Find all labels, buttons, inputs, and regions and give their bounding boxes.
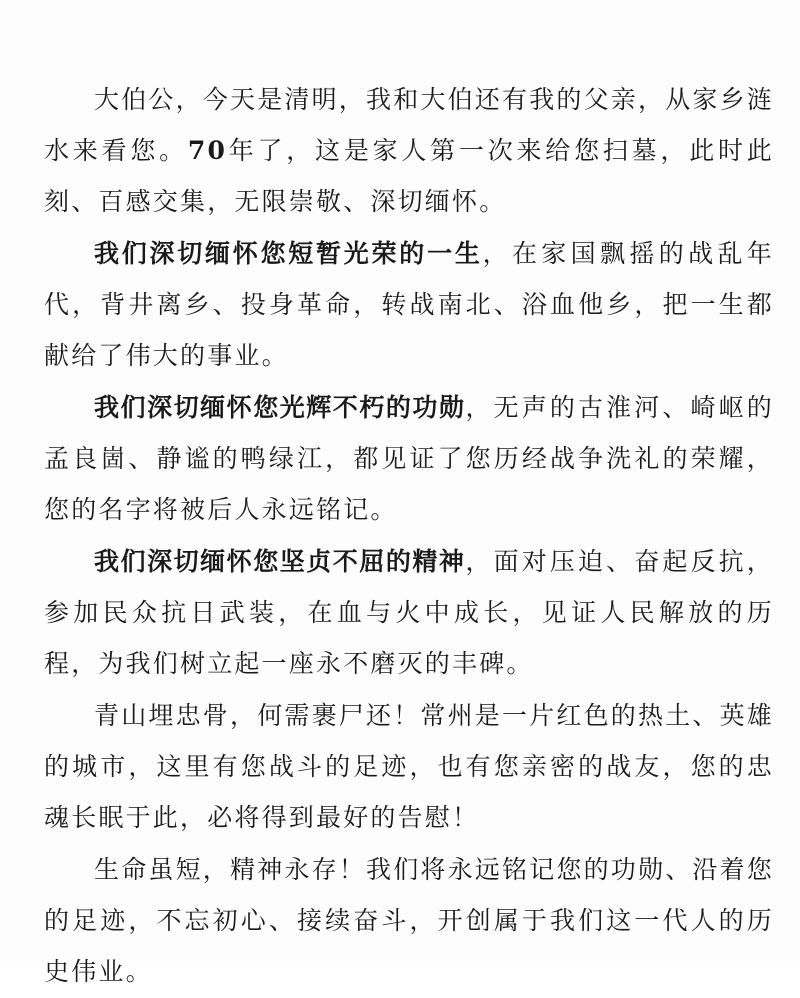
paragraph-changzhou-text: 青山埋忠骨，何需裹尸还！常州是一片红色的热土、英雄的城市，这里有您战斗的足迹，也有您亲密的战友，您的忠魂长眠于此，必将得到最好的告慰！ xyxy=(44,701,775,832)
paragraph-opening-text-before: 大伯公，今天是清明，我和大伯还有我的父亲，从家乡涟水来看您。 xyxy=(44,85,775,165)
paragraph-closing xyxy=(44,844,774,997)
paragraph-spirit-text: ，面对压迫、奋起反抗，参加民众抗日武装，在血与火中成长，见证人民解放的历程，为我们树立起一座永不磨灭的丰碑。 xyxy=(44,547,774,678)
paragraph-closing-text: 生命虽短，精神永存！我们将永远铭记您的功勋、沿着您的足迹，不忘初心、接续奋斗，开创属于我们这一代人的历史伟业。 xyxy=(44,855,775,986)
paragraph-opening-text-after: 年了，这是家人第一次来给您扫墓，此时此刻、百感交集，无限崇敬、深切缅怀。 xyxy=(44,136,774,216)
paragraph-merits-text: ，无声的古淮河、崎岖的孟良崮、静谧的鸭绿江，都见证了您历经战争洗礼的荣耀，您的名字将被后人永远铭记。 xyxy=(44,393,774,524)
paragraph-brief-life xyxy=(44,228,774,381)
paragraph-merits-lead: 我们深切缅怀您光辉不朽的功勋 xyxy=(94,393,466,422)
paragraph-brief-life-lead: 我们深切缅怀您短暂光荣的一生 xyxy=(94,239,483,268)
paragraph-spirit xyxy=(44,536,774,689)
paragraph-brief-life-text: ，在家国飘摇的战乱年代，背井离乡、投身革命，转战南北、浴血他乡，把一生都献给了伟大的事业。 xyxy=(44,239,774,370)
paragraph-opening xyxy=(44,74,774,227)
letter-body xyxy=(44,74,774,998)
paragraph-changzhou xyxy=(44,690,774,843)
paragraph-spirit-lead: 我们深切缅怀您坚贞不屈的精神 xyxy=(94,547,466,576)
paragraph-opening-years: 70 xyxy=(187,136,228,165)
paragraph-merits xyxy=(44,382,774,535)
